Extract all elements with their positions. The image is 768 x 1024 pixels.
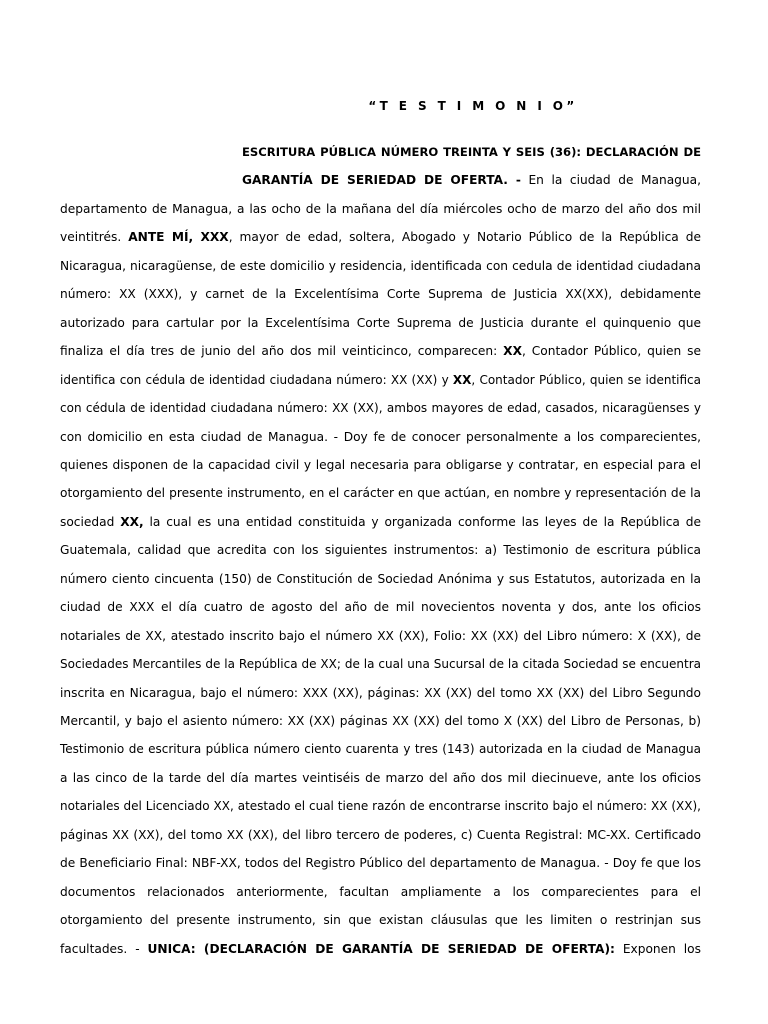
text-span: autorizado para cartular por la Excelentísima Corte Suprema de Justicia durante el quinquenio que <box>60 315 701 330</box>
text-line <box>60 483 701 503</box>
text-span: , Contador Público, quien se identifica <box>471 372 701 387</box>
text-span: con cédula de identidad ciudadana número: XX (XX), ambos mayores de edad, casados, nicaragüenses y <box>60 401 701 416</box>
text-span: a las cinco de la tarde del día martes veintiséis de marzo del año dos mil diecinueve, ante los oficios <box>60 770 701 785</box>
text-line <box>60 711 701 731</box>
text-span: sociedad <box>60 514 121 529</box>
text-line <box>60 512 701 532</box>
text-line <box>60 370 701 390</box>
text-span: con domicilio en esta ciudad de Managua. - Doy fe de conocer personalmente a los comparecientes, <box>60 429 701 444</box>
text-span: Exponen los <box>614 941 701 956</box>
text-line <box>242 142 701 162</box>
text-span: veintitrés. <box>60 230 129 245</box>
text-span: Sociedades Mercantiles de la República de XX; de la cual una Sucursal de la citada Sociedad se encuentra <box>60 657 701 672</box>
text-line <box>60 455 701 475</box>
bold-text: XX <box>503 344 522 359</box>
text-span: número: XX (XXX), y carnet de la Excelentísima Corte Suprema de Justicia XX(XX), debidamente <box>60 287 701 302</box>
text-span: facultades. - <box>60 941 148 956</box>
text-span: ciudad de XXX el día cuatro de agosto del año de mil novecientos noventa y dos, ante los oficios <box>60 600 701 615</box>
text-line <box>60 683 701 703</box>
text-span: la cual es una entidad constituida y organizada conforme las leyes de la República de <box>143 514 701 529</box>
text-line <box>60 313 701 333</box>
text-span: de Beneficiario Final: NBF-XX, todos del Registro Público del departamento de Managua. - Doy fe que los <box>60 856 701 871</box>
text-span: identifica con cédula de identidad ciudadana número: XX (XX) y <box>60 372 453 387</box>
text-span: Testimonio de escritura pública número ciento cuarenta y tres (143) autorizada en la ciudad de Managua <box>60 742 701 757</box>
text-line <box>60 654 701 674</box>
bold-text: ESCRITURA PÚBLICA NÚMERO TREINTA Y SEIS (36): DECLARACIÓN DE <box>242 145 701 159</box>
text-line <box>60 597 701 617</box>
text-span: otorgamiento del presente instrumento, en el carácter en que actúan, en nombre y representación de la <box>60 486 701 501</box>
text-line <box>60 853 701 873</box>
bold-text: ANTE MÍ, XXX <box>128 230 229 245</box>
text-span: otorgamiento del presente instrumento, sin que existan cláusulas que les limiten o restrinjan sus <box>60 913 701 928</box>
text-span: documentos relacionados anteriormente, facultan ampliamente a los comparecientes para el <box>60 884 701 899</box>
bold-text: UNICA: (DECLARACIÓN DE GARANTÍA DE SERIEDAD DE OFERTA): <box>147 941 615 956</box>
text-span: finaliza el día tres de junio del año dos mil veinticinco, comparecen: <box>60 344 504 359</box>
bold-text: XX, <box>120 514 144 529</box>
text-span: Mercantil, y bajo el asiento número: XX (XX) páginas XX (XX) del tomo X (XX) del Libro de Personas, b) <box>60 714 701 728</box>
document-title: “T E S T I M O N I O” <box>368 99 578 113</box>
text-line <box>60 199 701 219</box>
bold-text: XX <box>452 372 472 387</box>
text-line <box>60 910 701 930</box>
text-span: En la ciudad de Managua, <box>520 173 701 188</box>
text-line <box>60 256 701 276</box>
text-line <box>60 939 701 959</box>
text-line <box>60 569 701 589</box>
text-span: páginas XX (XX), del tomo XX (XX), del libro tercero de poderes, c) Cuenta Registral: MC-XX. Certificado <box>60 827 701 842</box>
text-span: quienes disponen de la capacidad civil y legal necesaria para obligarse y contratar, en especial para el <box>60 457 701 472</box>
text-span: , mayor de edad, soltera, Abogado y Notario Público de la República de <box>228 230 701 245</box>
text-span: notariales del Licenciado XX, atestado el cual tiene razón de encontrarse inscrito bajo el número: XX (XX), <box>60 799 701 814</box>
text-span: Guatemala, calidad que acredita con los siguientes instrumentos: a) Testimonio de escritura pública <box>60 543 701 558</box>
text-line <box>60 540 701 560</box>
text-line <box>60 227 701 247</box>
text-line <box>60 398 701 418</box>
text-line <box>60 284 701 304</box>
text-span: notariales de XX, atestado inscrito bajo el número XX (XX), Folio: XX (XX) del Libro número: X (XX), de <box>60 628 701 643</box>
text-line <box>60 739 701 759</box>
text-span: departamento de Managua, a las ocho de la mañana del día miércoles ocho de marzo del año dos mil <box>60 201 701 216</box>
text-line <box>60 825 701 845</box>
text-line <box>60 768 701 788</box>
text-line <box>60 796 701 816</box>
text-line <box>60 882 701 902</box>
text-span: , Contador Público, quien se <box>521 344 702 359</box>
bold-text: GARANTÍA DE SERIEDAD DE OFERTA. - <box>242 173 521 188</box>
text-span: Nicaragua, nicaragüense, de este domicilio y residencia, identificada con cedula de identidad ciudadana <box>60 258 701 273</box>
text-line <box>242 170 701 190</box>
text-span: número ciento cincuenta (150) de Constitución de Sociedad Anónima y sus Estatutos, autorizada en la <box>60 571 701 586</box>
text-line <box>60 626 701 646</box>
text-line <box>60 427 701 447</box>
text-line <box>60 341 701 361</box>
text-span: inscrita en Nicaragua, bajo el número: XXX (XX), páginas: XX (XX) del tomo XX (XX) del Libro Segundo <box>60 685 701 700</box>
